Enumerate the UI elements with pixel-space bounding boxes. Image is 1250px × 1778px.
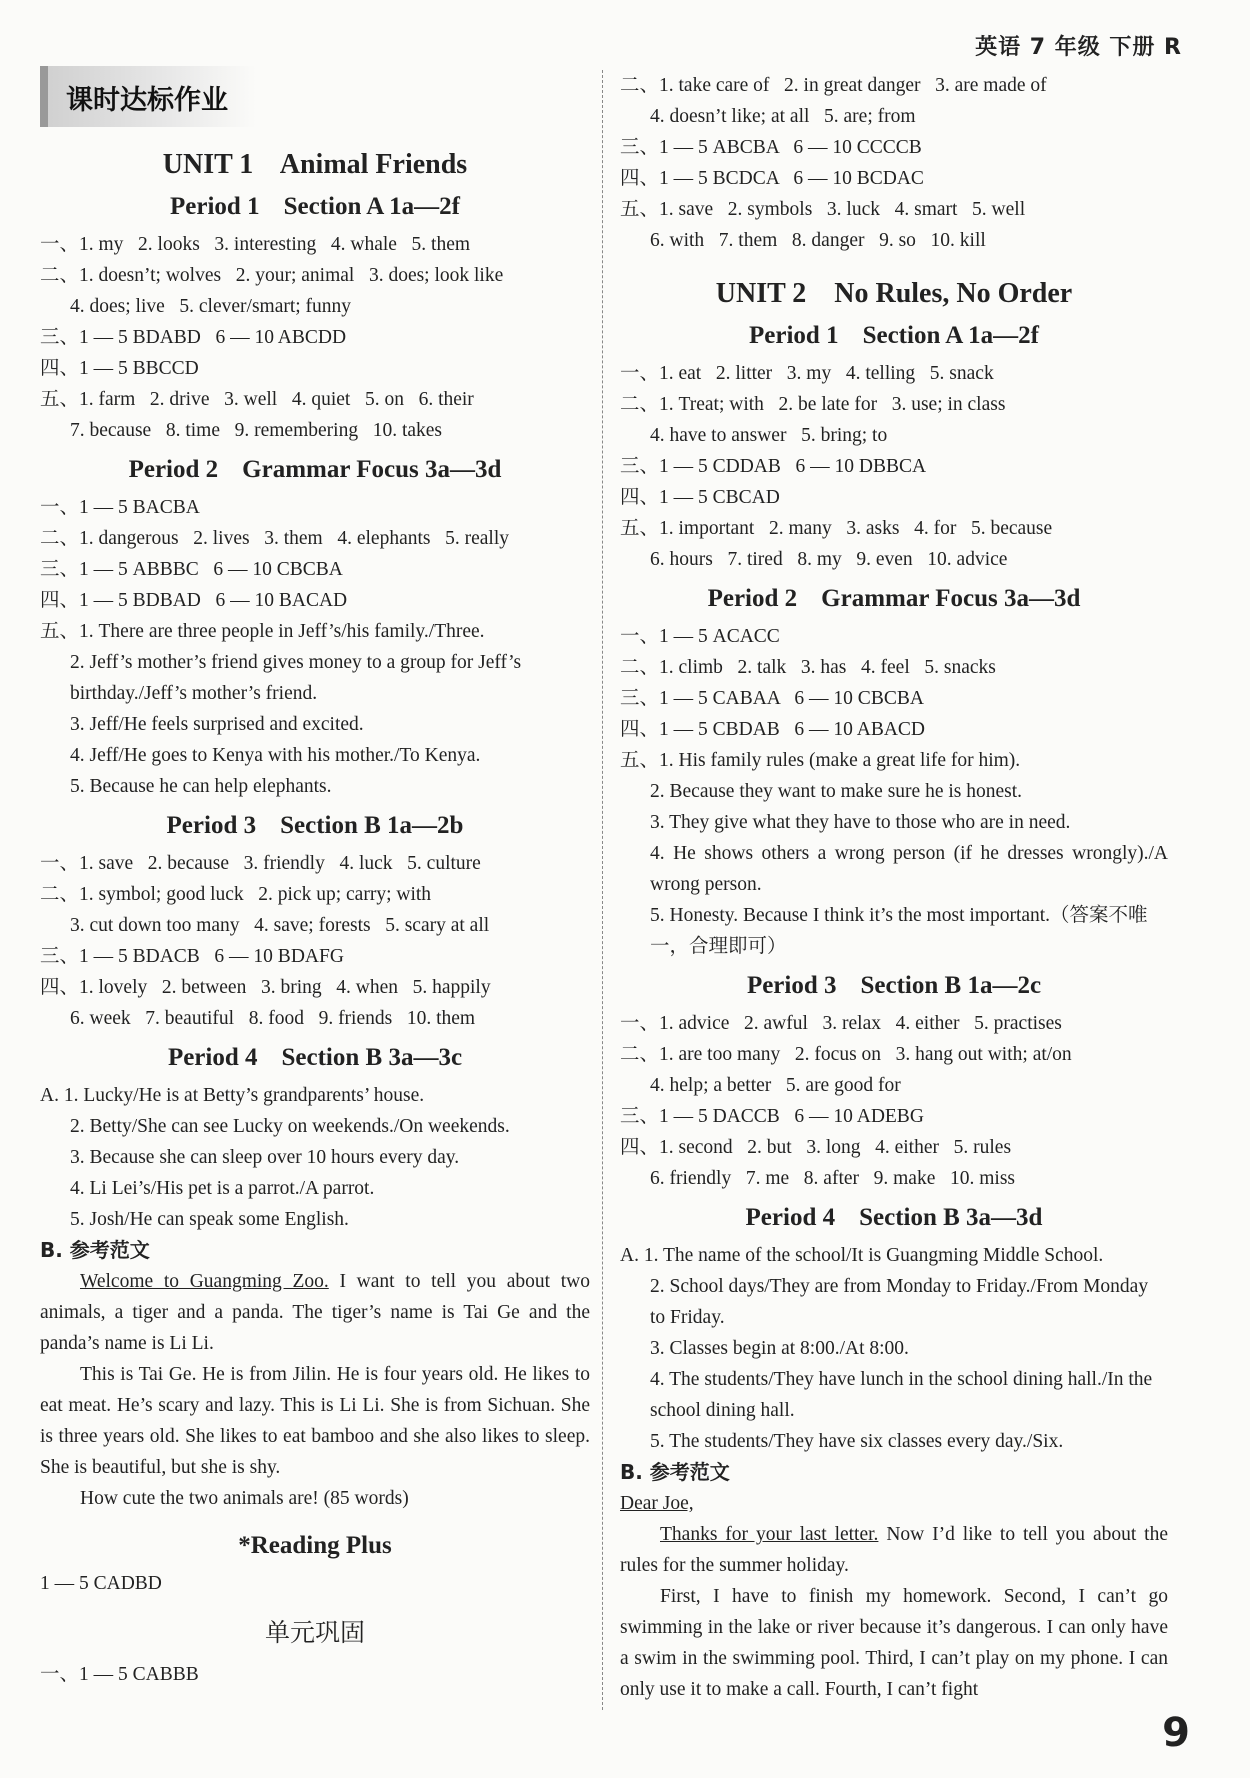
u1p3-line: 一、1. save 2. because 3. friendly 4. luck 5. culture (40, 853, 481, 874)
u1p2-line: 五、1. There are three people in Jeff’s/his family./Three. (40, 621, 485, 642)
u1-period1-title: Period 1 Section A 1a—2f (170, 193, 460, 220)
u1p2-line: 二、1. dangerous 2. lives 3. them 4. elephants 5. really (40, 528, 509, 549)
u2p2-answer: 5. Honesty. Because I think it’s the most important.（答案不唯一，合理即可） (650, 905, 1148, 957)
u1p3-line: 三、1 — 5 BDACB 6 — 10 BDAFG (40, 946, 344, 967)
u2p2-line: 三、1 — 5 CABAA 6 — 10 CBCBA (620, 688, 924, 709)
u1p3-line: 四、1. lovely 2. between 3. bring 4. when 5. happily (40, 977, 491, 998)
u2p2-answer: 2. Because they want to make sure he is honest. (650, 781, 1023, 802)
u1p2-line: 三、1 — 5 ABBBC 6 — 10 CBCBA (40, 559, 343, 580)
u1p2-answer: 3. Jeff/He feels surprised and excited. (70, 714, 364, 735)
u1p3-line: 二、1. symbol; good luck 2. pick up; carry; with (40, 884, 432, 905)
unit-review-title: 单元巩固 (264, 1618, 365, 1647)
unit-review-line: 一、1 — 5 CABBB (40, 1664, 199, 1685)
u1p4-a-line: 3. Because she can sleep over 10 hours every day. (70, 1147, 460, 1168)
u2-period1-title: Period 1 Section A 1a—2f (749, 322, 1039, 349)
u1p3-line: 3. cut down too many 4. save; forests 5. scary at all (70, 915, 490, 936)
unit2-title: UNIT 2 No Rules, No Order (715, 278, 1073, 309)
u1p4-b-heading: B. 参考范文 (40, 1238, 150, 1262)
u2p2-line: 二、1. climb 2. talk 3. has 4. feel 5. snacks (620, 657, 996, 678)
page-number: 9 (1162, 1710, 1190, 1756)
u2p2-answer: 3. They give what they have to those who are in need. (650, 812, 1071, 833)
u2p1-line: 五、1. important 2. many 3. asks 4. for 5. because (620, 518, 1053, 539)
review-line: 二、1. take care of 2. in great danger 3. are made of (620, 75, 1047, 96)
letter-paragraph: First, I have to finish my homework. Second, I can’t go swimming in the lake or river because it’s dangerous. I can only have a swim in the swimming pool. Third, I can’t play on my phone. I can only use it to make a call. Fourth, I can’t fight (620, 1586, 1168, 1700)
u2p4-answer: 5. The students/They have six classes every day./Six. (650, 1431, 1064, 1452)
review-line: 五、1. save 2. symbols 3. luck 4. smart 5. well (620, 199, 1026, 220)
u2p2-line: 五、1. His family rules (make a great life for him). (620, 750, 1021, 771)
u1p1-line: 二、1. doesn’t; wolves 2. your; animal 3. does; look like (40, 265, 504, 286)
header-subject-grade: 英语 7 年级 下册 R (975, 35, 1182, 60)
u1p1-line: 五、1. farm 2. drive 3. well 4. quiet 5. on 6. their (40, 389, 474, 410)
u1-period2-title: Period 2 Grammar Focus 3a—3d (128, 456, 502, 483)
u2p2-answer: 4. He shows others a wrong person (if he dresses wrongly)./A wrong person. (650, 843, 1168, 895)
u2p3-line: 6. friendly 7. me 8. after 9. make 10. miss (650, 1168, 1016, 1189)
u1-period4-title: Period 4 Section B 3a—3c (167, 1044, 463, 1071)
u1p1-line: 一、1. my 2. looks 3. interesting 4. whale 5. them (40, 234, 471, 255)
u1p4-a-line: A. 1. Lucky/He is at Betty’s grandparents’ house. (40, 1085, 425, 1106)
u2p4-b-heading: B. 参考范文 (620, 1460, 730, 1484)
u2p2-line: 四、1 — 5 CBDAB 6 — 10 ABACD (620, 719, 925, 740)
u2p4-a-line: A. 1. The name of the school/It is Guangming Middle School. (620, 1245, 1104, 1266)
letter-paragraph: Thanks for your last letter. Now I’d like to tell you about the rules for the summer holiday. (620, 1524, 1168, 1576)
u2p4-answer: 3. Classes begin at 8:00./At 8:00. (650, 1338, 909, 1359)
essay-paragraph: Welcome to Guangming Zoo. I want to tell you about two animals, a tiger and a panda. The tiger’s name is Tai Ge and the panda’s name is Li Li. (40, 1271, 590, 1354)
u2p3-line: 四、1. second 2. but 3. long 4. either 5. rules (620, 1137, 1012, 1158)
review-line: 三、1 — 5 ABCBA 6 — 10 CCCCB (620, 137, 922, 158)
review-line: 4. doesn’t like; at all 5. are; from (650, 106, 916, 127)
essay-paragraph: This is Tai Ge. He is from Jilin. He is four years old. He likes to eat meat. He’s scary and lazy. This is Li Li. She is from Sichuan. She is three years old. She likes to eat bamboo and she also likes to sleep. She is beautiful, but she is shy. (40, 1364, 590, 1478)
u2p1-line: 四、1 — 5 CBCAD (620, 487, 780, 508)
u1p2-line: 四、1 — 5 BDBAD 6 — 10 BACAD (40, 590, 348, 611)
u2p3-line: 三、1 — 5 DACCB 6 — 10 ADEBG (620, 1106, 924, 1127)
u2p3-line: 4. help; a better 5. are good for (650, 1075, 901, 1096)
u2p1-line: 6. hours 7. tired 8. my 9. even 10. advice (650, 549, 1008, 570)
u1p1-line: 7. because 8. time 9. remembering 10. takes (70, 420, 443, 441)
u2p1-line: 二、1. Treat; with 2. be late for 3. use; in class (620, 394, 1006, 415)
u1p4-a-line: 2. Betty/She can see Lucky on weekends./On weekends. (70, 1116, 510, 1137)
u2p2-line: 一、1 — 5 ACACC (620, 626, 780, 647)
letter-salutation: Dear Joe, (620, 1493, 694, 1514)
u2-period3-title: Period 3 Section B 1a—2c (746, 972, 1042, 999)
u1p2-answer: 4. Jeff/He goes to Kenya with his mother./To Kenya. (70, 745, 481, 766)
section-banner: 课时达标作业 (40, 66, 256, 127)
u1p1-line: 三、1 — 5 BDABD 6 — 10 ABCDD (40, 327, 347, 348)
unit1-title: UNIT 1 Animal Friends (162, 149, 468, 180)
u1p2-line: 一、1 — 5 BACBA (40, 497, 200, 518)
u2p4-answer: 2. School days/They are from Monday to Friday./From Monday to Friday. (650, 1276, 1149, 1328)
u2-period2-title: Period 2 Grammar Focus 3a—3d (707, 585, 1081, 612)
u2-period4-title: Period 4 Section B 3a—3d (745, 1204, 1043, 1231)
u2p3-line: 一、1. advice 2. awful 3. relax 4. either 5. practises (620, 1013, 1062, 1034)
u1p2-answer: 2. Jeff’s mother’s friend gives money to a group for Jeff’s birthday./Jeff’s mother’s friend. (70, 652, 522, 704)
u1p1-line: 4. does; live 5. clever/smart; funny (70, 296, 352, 317)
essay-underlined-opening: Welcome to Guangming Zoo. (80, 1271, 329, 1292)
review-line: 6. with 7. them 8. danger 9. so 10. kill (650, 230, 986, 251)
u1p2-answer: 5. Because he can help elephants. (70, 776, 332, 797)
u1p4-a-line: 5. Josh/He can speak some English. (70, 1209, 349, 1230)
review-line: 四、1 — 5 BCDCA 6 — 10 BCDAC (620, 168, 924, 189)
u2p1-line: 4. have to answer 5. bring; to (650, 425, 888, 446)
essay-paragraph: How cute the two animals are! (85 words) (80, 1488, 409, 1509)
u2p3-line: 二、1. are too many 2. focus on 3. hang out with; at/on (620, 1044, 1072, 1065)
left-column (40, 66, 590, 1690)
u2p4-answer: 4. The students/They have lunch in the school dining hall./In the school dining hall. (650, 1369, 1153, 1421)
u1p4-a-line: 4. Li Lei’s/His pet is a parrot./A parrot. (70, 1178, 375, 1199)
u2p1-line: 三、1 — 5 CDDAB 6 — 10 DBBCA (620, 456, 927, 477)
letter-underlined-opening: Thanks for your last letter. (660, 1524, 879, 1545)
u1p3-line: 6. week 7. beautiful 8. food 9. friends 10. them (70, 1008, 476, 1029)
reading-plus-line: 1 — 5 CADBD (40, 1573, 162, 1594)
u2p1-line: 一、1. eat 2. litter 3. my 4. telling 5. snack (620, 363, 994, 384)
u1p1-line: 四、1 — 5 BBCCD (40, 358, 199, 379)
column-divider (602, 70, 603, 1710)
right-column (620, 70, 1168, 1705)
u1-period3-title: Period 3 Section B 1a—2b (166, 812, 464, 839)
reading-plus-title: *Reading Plus (238, 1532, 392, 1559)
